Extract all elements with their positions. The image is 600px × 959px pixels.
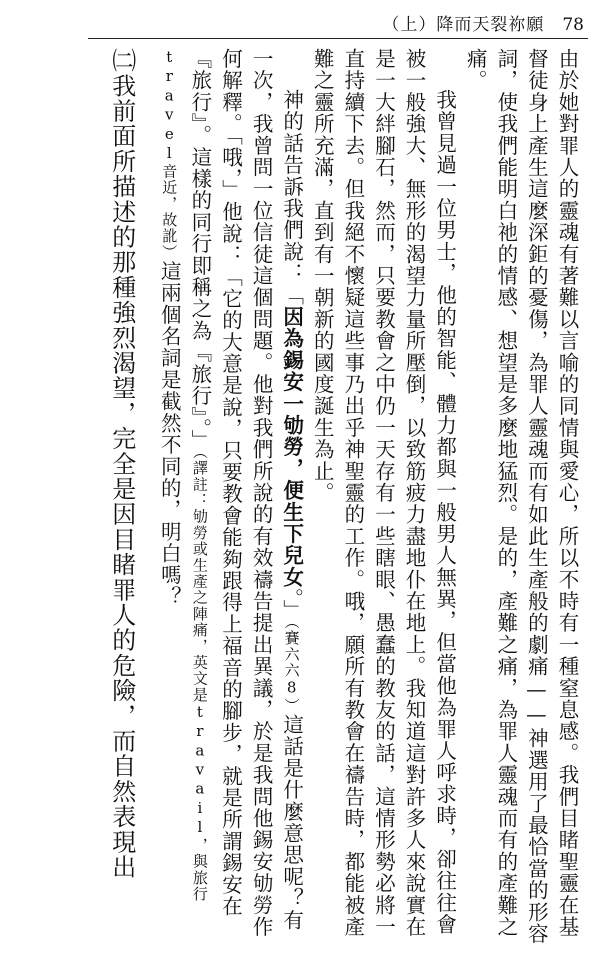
- running-header: [382, 10, 584, 35]
- page-number: 78: [562, 15, 584, 35]
- paragraph-2-text: 我曾見過一位男士，他的智能、體力都與一般男人無異，但當他為罪人呼求時，卻往往會被一般強大、無形的渴望力量所壓倒，以致筋疲力盡地仆在地上。我知道這對許多人來說實在是一大絆腳石，然而，只要教會之中仍一天存有一些瞎眼、愚蠢的教友的話，這情形勢必將一直持續下去。但我絕不懷疑這些事乃出乎神聖靈的工作。哦，願所有教會在禱告時，都能被產難之靈所充滿，直到有一朝新的國度誕生為止。: [310, 48, 457, 938]
- paragraph-3-body: 這話是什麼意思呢？有一次，我曾問一位信徒這個問題。他對我們所說的有效禱告提出異議，於是我問他錫安劬勞作何解釋。「哦，」他說：「它的大意是說，只要教會能夠跟得上福音的腳步，就是所謂錫安在『旅行』。這樣的同行即稱之為『旅行』。」: [187, 48, 304, 938]
- quote-close: 。」: [279, 588, 304, 622]
- scripture-quote: 因為錫安一劬勞，便生下兒女: [279, 306, 304, 589]
- header-divider: [88, 38, 588, 39]
- paragraph-3: [154, 48, 307, 948]
- paragraph-2: [307, 48, 460, 948]
- header-title: （上）降而天裂祢願: [382, 15, 545, 35]
- paragraph-1: [460, 48, 582, 948]
- paragraph-3-intro: 神的話告訴我們說：「: [279, 89, 304, 306]
- paragraph-1-text: 由於她對罪人的靈魂有著難以言喻的同情與愛心，所以不時有一種窒息感。我們目睹聖靈在基督徒身上產生這麼深鉅的憂傷，為罪人靈魂而有如此生產般的劇痛——神選用了最恰當的形容詞，使我們能明白祂的情感、想望是多麼地猛烈。是的，產難之痛，為罪人靈魂而有的產難之痛。: [463, 48, 579, 945]
- page-body: [12, 48, 582, 948]
- translator-note: （譯註：劬勞或生產之陣痛，英文是travail，與旅行travel音近，故訛）: [160, 48, 209, 903]
- section-heading: ㈡我前面所描述的那種強烈渴望，完全是因目睹罪人的危險，而自然表現出: [107, 48, 136, 880]
- paragraph-3-end: 這兩個名詞是截然不同的，明白嗎？: [157, 260, 182, 608]
- scripture-reference: （賽六六8）: [282, 621, 301, 714]
